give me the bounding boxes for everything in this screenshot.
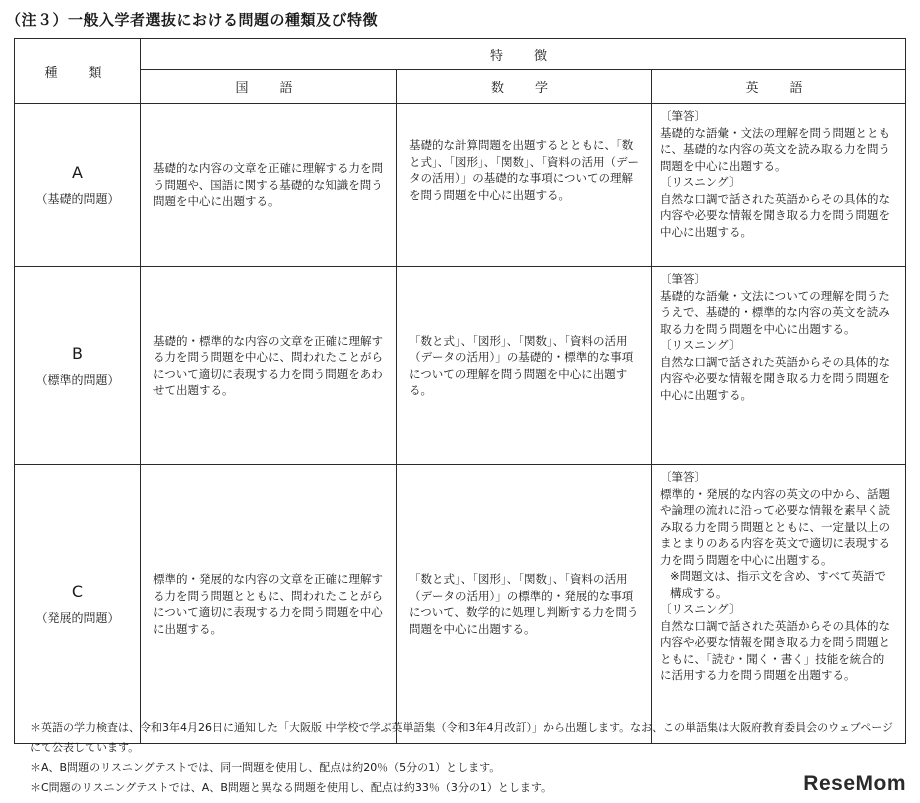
- english-note: ※問題文は、指示文を含め、すべて英語で構成する。: [670, 569, 886, 600]
- header-math: 数 学: [397, 70, 652, 104]
- kind-letter: B: [72, 343, 83, 363]
- math-text: 基礎的な計算問題を出題するとともに、「数と式」、「図形」、「関数」、「資料の活用（データの活用）」の基礎的な事項についての理解を問う問題を中心に出題する。: [409, 138, 639, 202]
- listening-text: 自然な口調で話された英語からその具体的な内容や必要な情報を聞き取る力を問う問題とともに、「読む・聞く・書く」技能を統合的に活用する力を問う問題を出題する。: [660, 618, 890, 682]
- kind-cell-a: [15, 104, 141, 267]
- english-cell: [652, 104, 906, 267]
- header-english: 英 語: [652, 70, 906, 104]
- writing-text: 基礎的な語彙・文法の理解を問う問題とともに、基礎的な内容の英文を読み取る力を問う問題を中心に出題する。: [660, 125, 890, 173]
- listening-text: 自然な口調で話された英語からその具体的な内容や必要な情報を聞き取る力を問う問題を中心に出題する。: [660, 191, 890, 239]
- page-title: （注３）一般入学者選抜における問題の種類及び特徴: [6, 11, 379, 29]
- footnote: ＊A、B問題のリスニングテストでは、同一問題を使用し、配点は約20％（5分の1）とします。: [30, 761, 501, 774]
- header-japanese: 国 語: [141, 70, 397, 104]
- listening-label: 〔リスニング〕: [660, 602, 741, 616]
- math-text: 「数と式」、「図形」、「関数」、「資料の活用（データの活用）」の基礎的・標準的な事項についての理解を問う問題を中心に出題する。: [409, 333, 634, 397]
- header-features: 特 徴: [141, 39, 906, 70]
- kind-label: （基礎的問題）: [35, 192, 120, 206]
- listening-label: 〔リスニング〕: [660, 338, 741, 352]
- table-row: [15, 104, 906, 267]
- writing-label: 〔筆答〕: [660, 272, 706, 286]
- japanese-text: 基礎的・標準的な内容の文章を正確に理解する力を問う問題を中心に、問われたことがらについて適切に表現する力を問う問題をあわせて出題する。: [153, 333, 383, 397]
- math-cell: [397, 267, 652, 465]
- listening-text: 自然な口調で話された英語からその具体的な内容や必要な情報を聞き取る力を問う問題を中心に出題する。: [660, 354, 890, 402]
- math-text: 「数と式」、「図形」、「関数」、「資料の活用（データの活用）」の標準的・発展的な事項について、数学的に処理し判断する力を問う問題を中心に出題する。: [409, 572, 639, 636]
- writing-text: 基礎的な語彙・文法についての理解を問うたうえで、基礎的・標準的な内容の英文を読み取る力を問う問題を中心に出題する。: [660, 288, 890, 336]
- kind-label: （標準的問題）: [35, 372, 120, 387]
- math-cell: [397, 465, 652, 744]
- writing-text: 標準的・発展的な内容の英文の中から、話題や論理の流れに沿って必要な情報を素早く読み取る力を問う問題とともに、一定量以上のまとまりのある内容を英文で適切に表現する力を問う問題を中心に出題する。: [660, 486, 890, 567]
- kind-cell-b: [15, 267, 141, 465]
- kind-letter: C: [71, 582, 84, 601]
- japanese-cell: [141, 267, 397, 465]
- japanese-cell: [141, 465, 397, 744]
- english-cell: [652, 465, 906, 744]
- footnotes: [30, 718, 900, 798]
- japanese-cell: [141, 104, 397, 267]
- japanese-text: 基礎的な内容の文章を正確に理解する力を問う問題や、国語に関する基礎的な知識を問う問題を中心に出題する。: [153, 161, 383, 209]
- resemom-logo: ReseMom: [803, 772, 906, 795]
- kind-letter: A: [72, 163, 83, 182]
- header-kind: 種 類: [15, 39, 141, 104]
- japanese-text: 標準的・発展的な内容の文章を正確に理解する力を問う問題とともに、問われたことがらについて適切に表現する力を問う問題を中心に出題する。: [153, 572, 383, 636]
- table-row: [15, 267, 906, 465]
- writing-label: 〔筆答〕: [660, 109, 706, 123]
- english-cell: [652, 267, 906, 465]
- writing-label: 〔筆答〕: [660, 470, 706, 484]
- kind-label: （発展的問題）: [35, 611, 120, 625]
- listening-label: 〔リスニング〕: [660, 175, 741, 189]
- question-types-table: [14, 38, 906, 744]
- kind-cell-c: [15, 465, 141, 744]
- footnote: ＊英語の学力検査は、令和3年4月26日に通知した「大阪版 中学校で学ぶ英単語集（令和3年4月改訂）」から出題します。なお、この単語集は大阪府教育委員会のウェブページにて公表しています。: [30, 721, 894, 754]
- table-row: [15, 465, 906, 744]
- footnote: ＊C問題のリスニングテストでは、A、B問題と異なる問題を使用し、配点は約33％（3分の1）とします。: [30, 781, 552, 794]
- math-cell: [397, 104, 652, 267]
